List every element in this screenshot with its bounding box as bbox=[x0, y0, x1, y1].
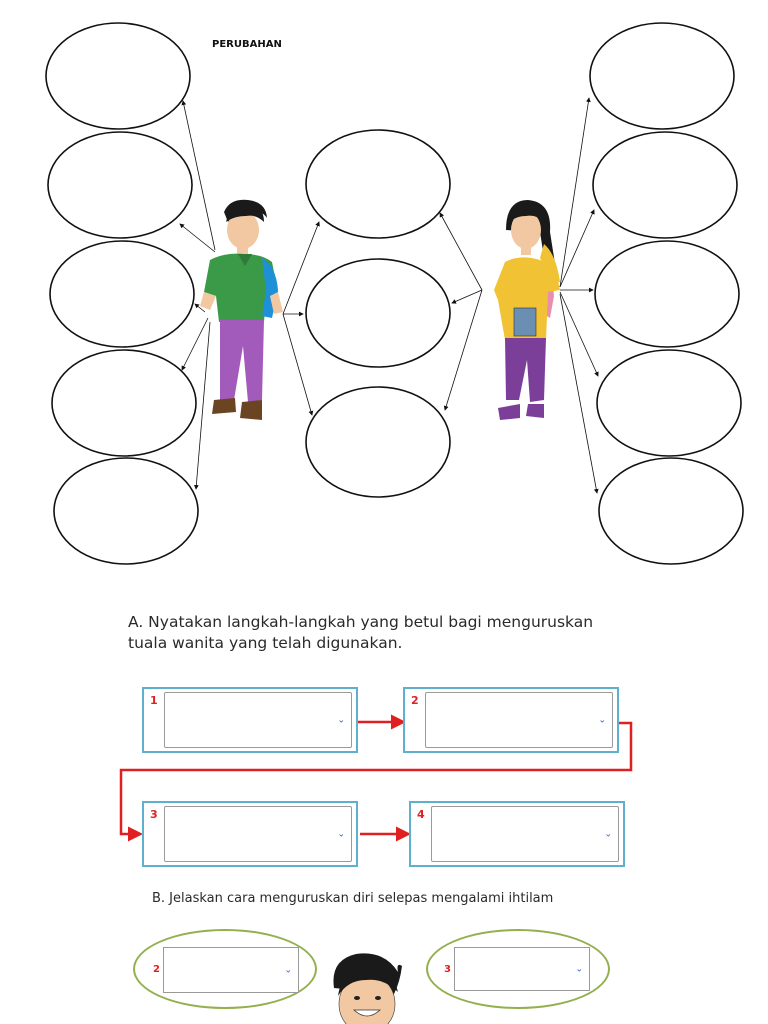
step-box-3 bbox=[142, 801, 358, 867]
middle-oval-2[interactable] bbox=[306, 259, 450, 367]
left-oval-1[interactable] bbox=[46, 23, 190, 129]
step-dropdown[interactable] bbox=[425, 692, 613, 748]
girl-right-arrows bbox=[560, 98, 598, 493]
left-oval-5[interactable] bbox=[54, 458, 198, 564]
section-a-instruction-line2: tuala wanita yang telah digunakan. bbox=[128, 634, 403, 652]
answer-dropdown[interactable] bbox=[454, 947, 590, 991]
left-oval-4[interactable] bbox=[52, 350, 196, 456]
answer-number: 2 bbox=[153, 964, 160, 975]
answer-oval-2 bbox=[133, 929, 317, 1009]
middle-oval-3[interactable] bbox=[306, 387, 450, 497]
step-box-4 bbox=[409, 801, 625, 867]
right-oval-column bbox=[590, 23, 743, 564]
section-b-instruction: B. Jelaskan cara menguruskan diri selepas mengalami ihtilam bbox=[152, 891, 554, 906]
girl-illustration-icon bbox=[494, 200, 560, 420]
step-number: 3 bbox=[150, 808, 158, 821]
left-oval-3[interactable] bbox=[50, 241, 194, 347]
chevron-down-icon[interactable]: ⌄ bbox=[337, 828, 345, 839]
left-oval-2[interactable] bbox=[48, 132, 192, 238]
diagram-title: PERUBAHAN bbox=[212, 39, 282, 50]
right-oval-5[interactable] bbox=[599, 458, 743, 564]
step-box-2 bbox=[403, 687, 619, 753]
chevron-down-icon[interactable]: ⌄ bbox=[284, 964, 292, 975]
chevron-down-icon[interactable]: ⌄ bbox=[575, 963, 583, 974]
step-box-1 bbox=[142, 687, 358, 753]
chevron-down-icon[interactable]: ⌄ bbox=[604, 828, 612, 839]
middle-oval-1[interactable] bbox=[306, 130, 450, 238]
step-number: 2 bbox=[411, 694, 419, 707]
chevron-down-icon[interactable]: ⌄ bbox=[598, 714, 606, 725]
right-oval-3[interactable] bbox=[595, 241, 739, 347]
section-a-instruction-line1: A. Nyatakan langkah-langkah yang betul bagi menguruskan bbox=[128, 613, 594, 631]
step-dropdown[interactable] bbox=[164, 692, 352, 748]
right-oval-2[interactable] bbox=[593, 132, 737, 238]
middle-oval-column bbox=[306, 130, 450, 497]
answer-number: 3 bbox=[444, 964, 451, 975]
smiling-boy-face-icon bbox=[333, 953, 402, 1024]
right-oval-4[interactable] bbox=[597, 350, 741, 456]
step-dropdown[interactable] bbox=[431, 806, 619, 862]
left-oval-column bbox=[46, 23, 198, 564]
answer-oval-3 bbox=[426, 929, 610, 1009]
answer-dropdown[interactable] bbox=[163, 947, 299, 993]
step-dropdown[interactable] bbox=[164, 806, 352, 862]
step-number: 4 bbox=[417, 808, 425, 821]
section-a-instruction bbox=[128, 612, 608, 654]
chevron-down-icon[interactable]: ⌄ bbox=[337, 714, 345, 725]
step-number: 1 bbox=[150, 694, 158, 707]
boy-illustration-icon bbox=[200, 200, 283, 420]
right-oval-1[interactable] bbox=[590, 23, 734, 129]
